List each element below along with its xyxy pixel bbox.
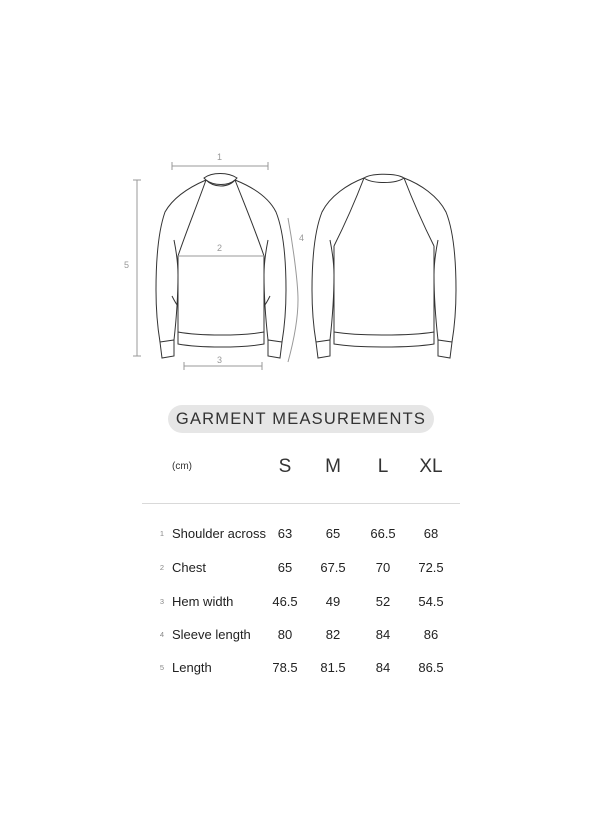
table-cell: 80 <box>277 627 293 642</box>
table-cell: 82 <box>325 627 341 642</box>
table-cell: 63 <box>277 526 293 541</box>
measure-lines <box>133 162 298 370</box>
dimension-label-1: 1 <box>217 152 223 162</box>
header-divider <box>142 503 460 504</box>
row-number: 1 <box>159 529 165 538</box>
table-cell: 68 <box>423 526 439 541</box>
row-label: Hem width <box>172 594 234 609</box>
table-cell: 70 <box>375 560 391 575</box>
unit-label: (cm) <box>172 461 192 472</box>
garment-drawing <box>0 0 600 380</box>
row-label: Chest <box>172 560 206 575</box>
dimension-label-4: 4 <box>299 233 305 243</box>
dimension-label-2: 2 <box>217 243 223 253</box>
size-header-m: M <box>325 456 341 477</box>
table-cell: 66.5 <box>370 526 396 541</box>
back-view <box>312 174 456 358</box>
table-cell: 84 <box>375 627 391 642</box>
table-cell: 78.5 <box>272 660 298 675</box>
dimension-label-5: 5 <box>124 260 130 270</box>
table-cell: 86.5 <box>418 660 444 675</box>
table-cell: 54.5 <box>418 594 444 609</box>
table-cell: 67.5 <box>320 560 346 575</box>
table-cell: 86 <box>423 627 439 642</box>
table-cell: 65 <box>277 560 293 575</box>
table-cell: 65 <box>325 526 341 541</box>
row-number: 3 <box>159 597 165 606</box>
section-title: GARMENT MEASUREMENTS <box>168 405 434 433</box>
row-label: Length <box>172 660 212 675</box>
row-number: 2 <box>159 563 165 572</box>
table-cell: 49 <box>325 594 341 609</box>
front-view <box>156 174 286 359</box>
size-header-l: L <box>377 456 389 477</box>
row-label: Sleeve length <box>172 627 251 642</box>
dimension-label-3: 3 <box>217 355 223 365</box>
table-cell: 84 <box>375 660 391 675</box>
row-number: 4 <box>159 630 165 639</box>
row-label: Shoulder across <box>172 526 266 541</box>
row-number: 5 <box>159 663 165 672</box>
table-cell: 52 <box>375 594 391 609</box>
table-cell: 46.5 <box>272 594 298 609</box>
size-header-s: S <box>278 456 292 477</box>
garment-illustration <box>0 0 600 380</box>
table-cell: 72.5 <box>418 560 444 575</box>
table-cell: 81.5 <box>320 660 346 675</box>
size-header-xl: XL <box>419 456 443 477</box>
